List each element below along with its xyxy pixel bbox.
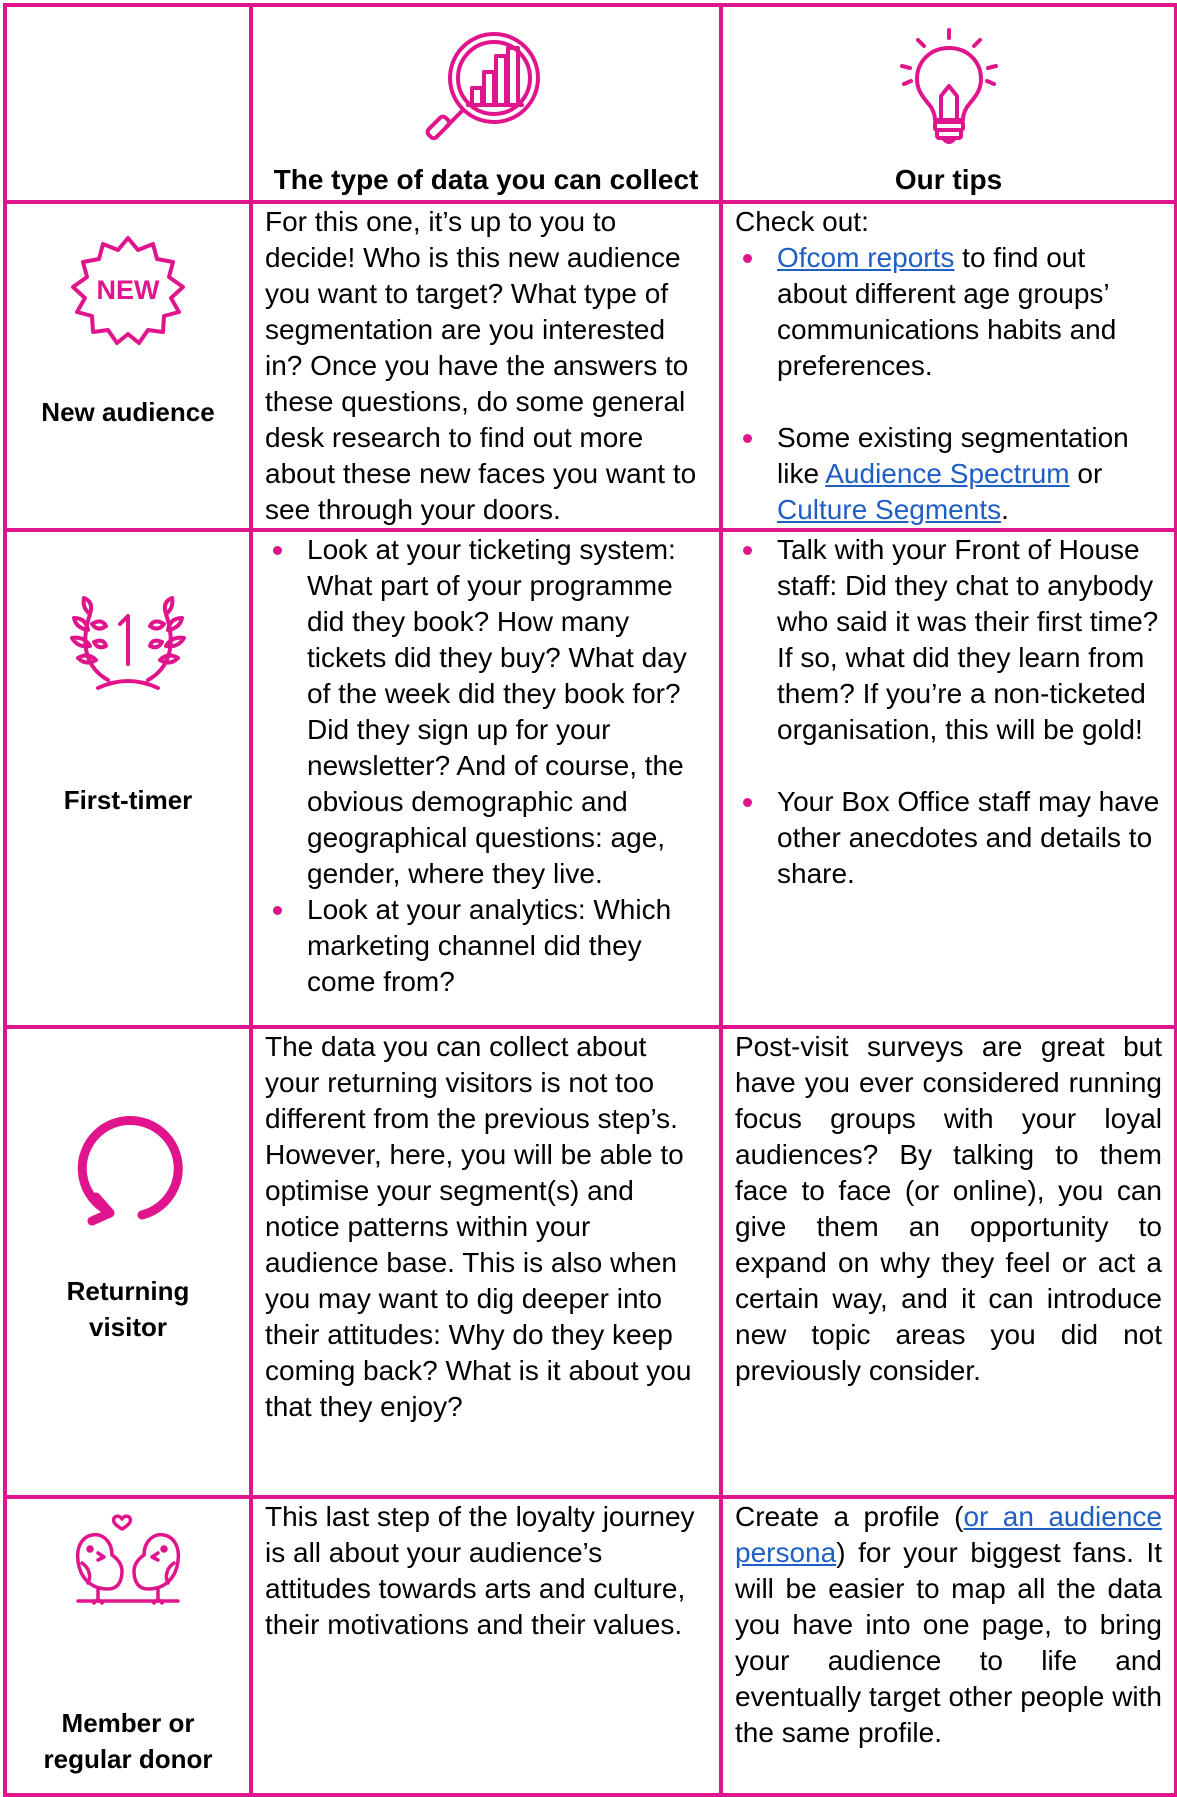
data-cell-member-donor [251,1497,721,1795]
tips-text-member-donor: Create a profile (or an audience persona) for your biggest fans. It will be easier to map all the data you have into one page, to bring your audience to life and eventually target other people with the same profile. [735,1501,1162,1748]
audience-data-table [3,3,1177,1797]
data-cell-returning-visitor [251,1027,721,1497]
row-first-timer [5,530,1176,1027]
magnifier-chart-icon [416,26,556,152]
row-new-audience [5,202,1176,530]
love-birds-icon [68,1505,188,1609]
tips-list-first-timer-2 [735,784,1162,892]
row-label-member-donor: Member or regular donor [43,1708,213,1774]
row-member-donor [5,1497,1176,1795]
tips-cell-member-donor [721,1497,1176,1795]
new-badge-icon [63,232,193,350]
svg-text:NEW: NEW [96,275,160,305]
tips-intro: Check out: [735,206,869,237]
data-bullet: Look at your analytics: Which marketing channel did they come from? [265,892,707,1000]
audience-spectrum-link[interactable]: Audience Spectrum [825,458,1070,489]
row-label-new-audience: New audience [41,397,215,427]
label-cell-new-audience [5,202,251,530]
label-cell-returning-visitor [5,1027,251,1497]
tips-text-returning-visitor: Post-visit surveys are great but have you ever considered running focus groups with your loyal audiences? By talking to them face to face (or online), you can give them an opportunity to expand on why they feel or act a certain way, and it can introduce new topic areas you did not previously consider. [735,1031,1162,1386]
label-cell-first-timer [5,530,251,1027]
data-bullet: Look at your ticketing system: What part of your programme did they book? How many tickets did they buy? What day of the week did they book for? Did they sign up for your newsletter? And of course, the obvious demographic and geographical questions: age, gender, where they live. [265,532,707,892]
tips-cell-new-audience [721,202,1176,530]
label-cell-member-donor [5,1497,251,1795]
tips-bullet: Ofcom reports to find out about different age groups’ communications habits and preferences. [735,240,1162,384]
row-label-returning-visitor: Returning visitor [66,1276,190,1342]
data-cell-new-audience [251,202,721,530]
header-data-title: The type of data you can collect [273,164,699,195]
row-returning-visitor [5,1027,1176,1497]
header-tips-title: Our tips [894,164,1003,195]
tips-list-new-audience [735,240,1162,384]
data-list-first-timer [265,532,707,1000]
header-data-cell [251,5,721,202]
tips-bullet: Talk with your Front of House staff: Did they chat to anybody who said it was their first time? If so, what did they learn from them? If you’re a non-ticketed organisation, this will be gold! [735,532,1162,748]
data-text-returning-visitor: The data you can collect about your returning visitors is not too different from the previous step’s. However, here, you will be able to optimise your segment(s) and notice patterns within your audience base. This is also when you may want to dig deeper into their attitudes: Why do they keep coming back? What is it about you that they enjoy? [265,1031,692,1422]
header-row [5,5,1176,202]
circular-arrow-icon [68,1109,188,1229]
ofcom-reports-link[interactable]: Ofcom reports [777,242,955,273]
tips-bullet: Your Box Office staff may have other anecdotes and details to share. [735,784,1162,892]
data-cell-first-timer [251,530,721,1027]
audience-persona-link[interactable]: or an audience persona [735,1501,1162,1568]
laurel-first-icon [68,584,188,694]
header-empty-cell [5,5,251,202]
row-label-first-timer: First-timer [63,785,193,815]
tips-list-first-timer [735,532,1162,748]
tips-bullet: Some existing segmentation like Audience Spectrum or Culture Segments. [735,420,1162,528]
tips-cell-returning-visitor [721,1027,1176,1497]
data-text-new-audience: For this one, it’s up to you to decide! Who is this new audience you want to target? What type of segmentation are you interested in? Once you have the answers to these questions, do some general desk research to find out more about these new faces you want to see through your doors. [265,206,697,525]
lightbulb-icon [894,26,1004,152]
tips-cell-first-timer [721,530,1176,1027]
culture-segments-link[interactable]: Culture Segments [777,494,1002,525]
tips-list-new-audience-2 [735,420,1162,528]
data-text-member-donor: This last step of the loyalty journey is all about your audience’s attitudes towards arts and culture, their motivations and their values. [265,1501,695,1640]
header-tips-cell [721,5,1176,202]
